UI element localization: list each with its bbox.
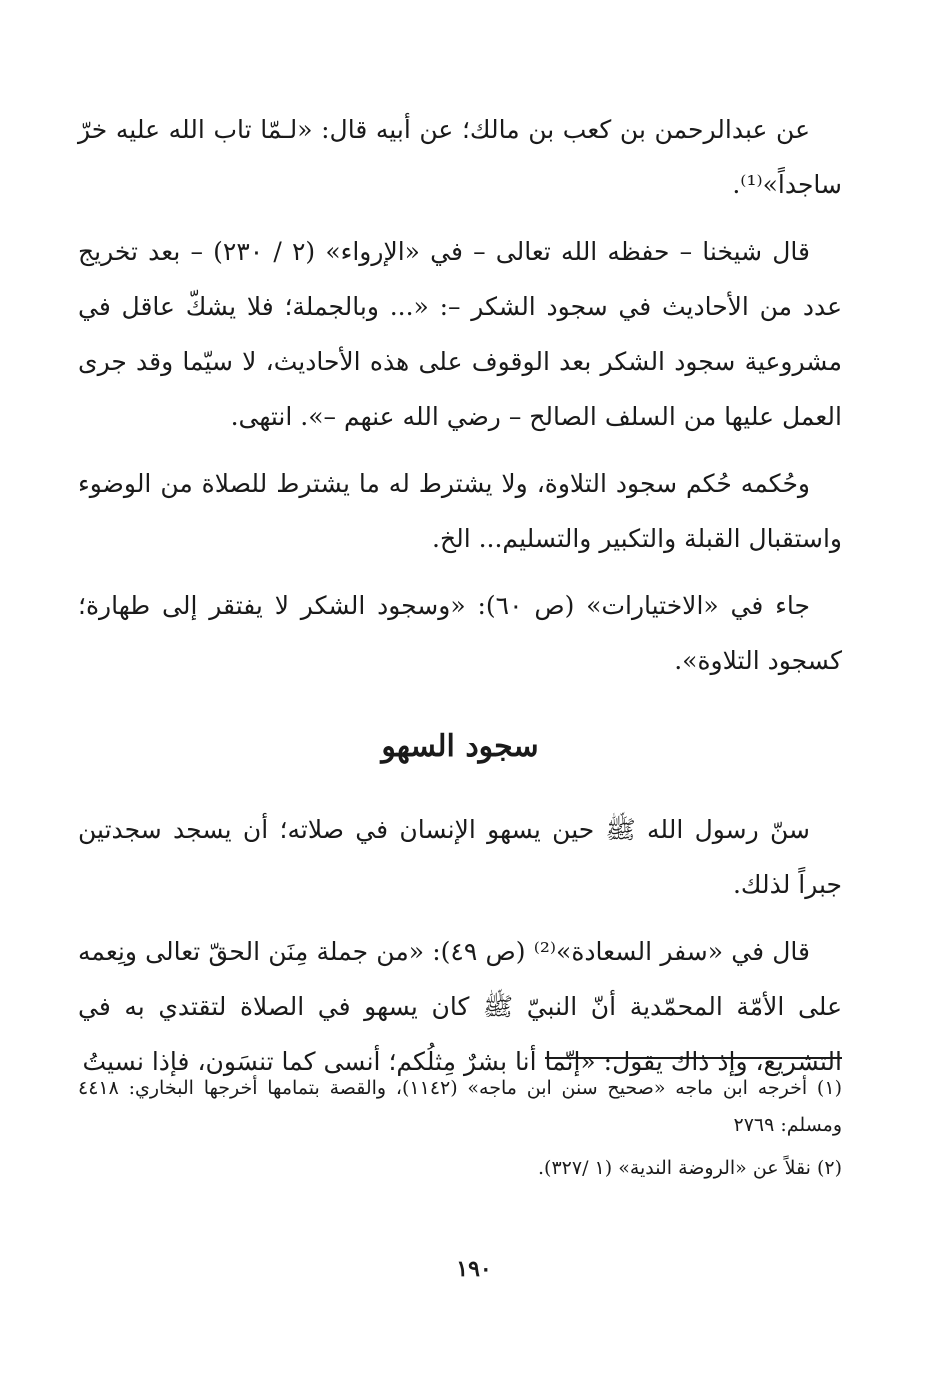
page-number: ١٩٠: [456, 1256, 492, 1282]
section-heading: سجود السهو: [381, 729, 539, 764]
footnote: (١) أخرجه ابن ماجه «صحيح سنن ابن ماجه» (١١٤٢)، والقصة بتمامها أخرجها البخاري: ٤٤١٨ ومسلم: ٢٧٦٩: [78, 1077, 842, 1136]
footnotes: [78, 1070, 842, 1193]
main-text: [78, 102, 842, 1101]
paragraph: وحُكمه حُكم سجود التلاوة، ولا يشترط له ما يشترط للصلاة من الوضوء واستقبال القبلة والتكبير والتسليم... الخ.: [78, 469, 842, 553]
footnote-separator: [545, 1057, 842, 1059]
paragraph: جاء في «الاختيارات» (ص ٦٠): «وسجود الشكر لا يفتقر إلى طهارة؛ كسجود التلاوة».: [78, 591, 842, 675]
paragraph: سنّ رسول الله ﷺ حين يسهو الإنسان في صلاته؛ أن يسجد سجدتين جبراً لذلك.: [78, 815, 842, 899]
paragraph: قال في «سفر السعادة»⁽²⁾ (ص ٤٩): «من جملة مِنَن الحقّ تعالى ونِعمه على الأمّة المحمّدية أنّ النبيّ ﷺ كان يسهو في الصلاة لتقتدي به في التشريع، وإذ ذاك يقول: «إنّما أنا بشرٌ مِثلُكم؛ أنسى كما تنسَون، فإذا نسيتُ: [78, 937, 842, 1076]
paragraph: عن عبدالرحمن بن كعب بن مالك؛ عن أبيه قال: «لـمّا تاب الله عليه خرّ ساجداً»⁽¹⁾.: [78, 115, 842, 199]
paragraph: قال شيخنا – حفظه الله تعالى – في «الإرواء» (٢ / ٢٣٠) – بعد تخريج عدد من الأحاديث في سجود الشكر –: «... وبالجملة؛ فلا يشكّ عاقل في مشروعية سجود الشكر بعد الوقوف على هذه الأحاديث، لا سيّما وقد جرى العمل عليها من السلف الصالح – رضي الله عنهم –». انتهى.: [78, 237, 842, 431]
footnote: (٢) نقلاً عن «الروضة الندية» (١ /٣٢٧).: [538, 1157, 842, 1179]
